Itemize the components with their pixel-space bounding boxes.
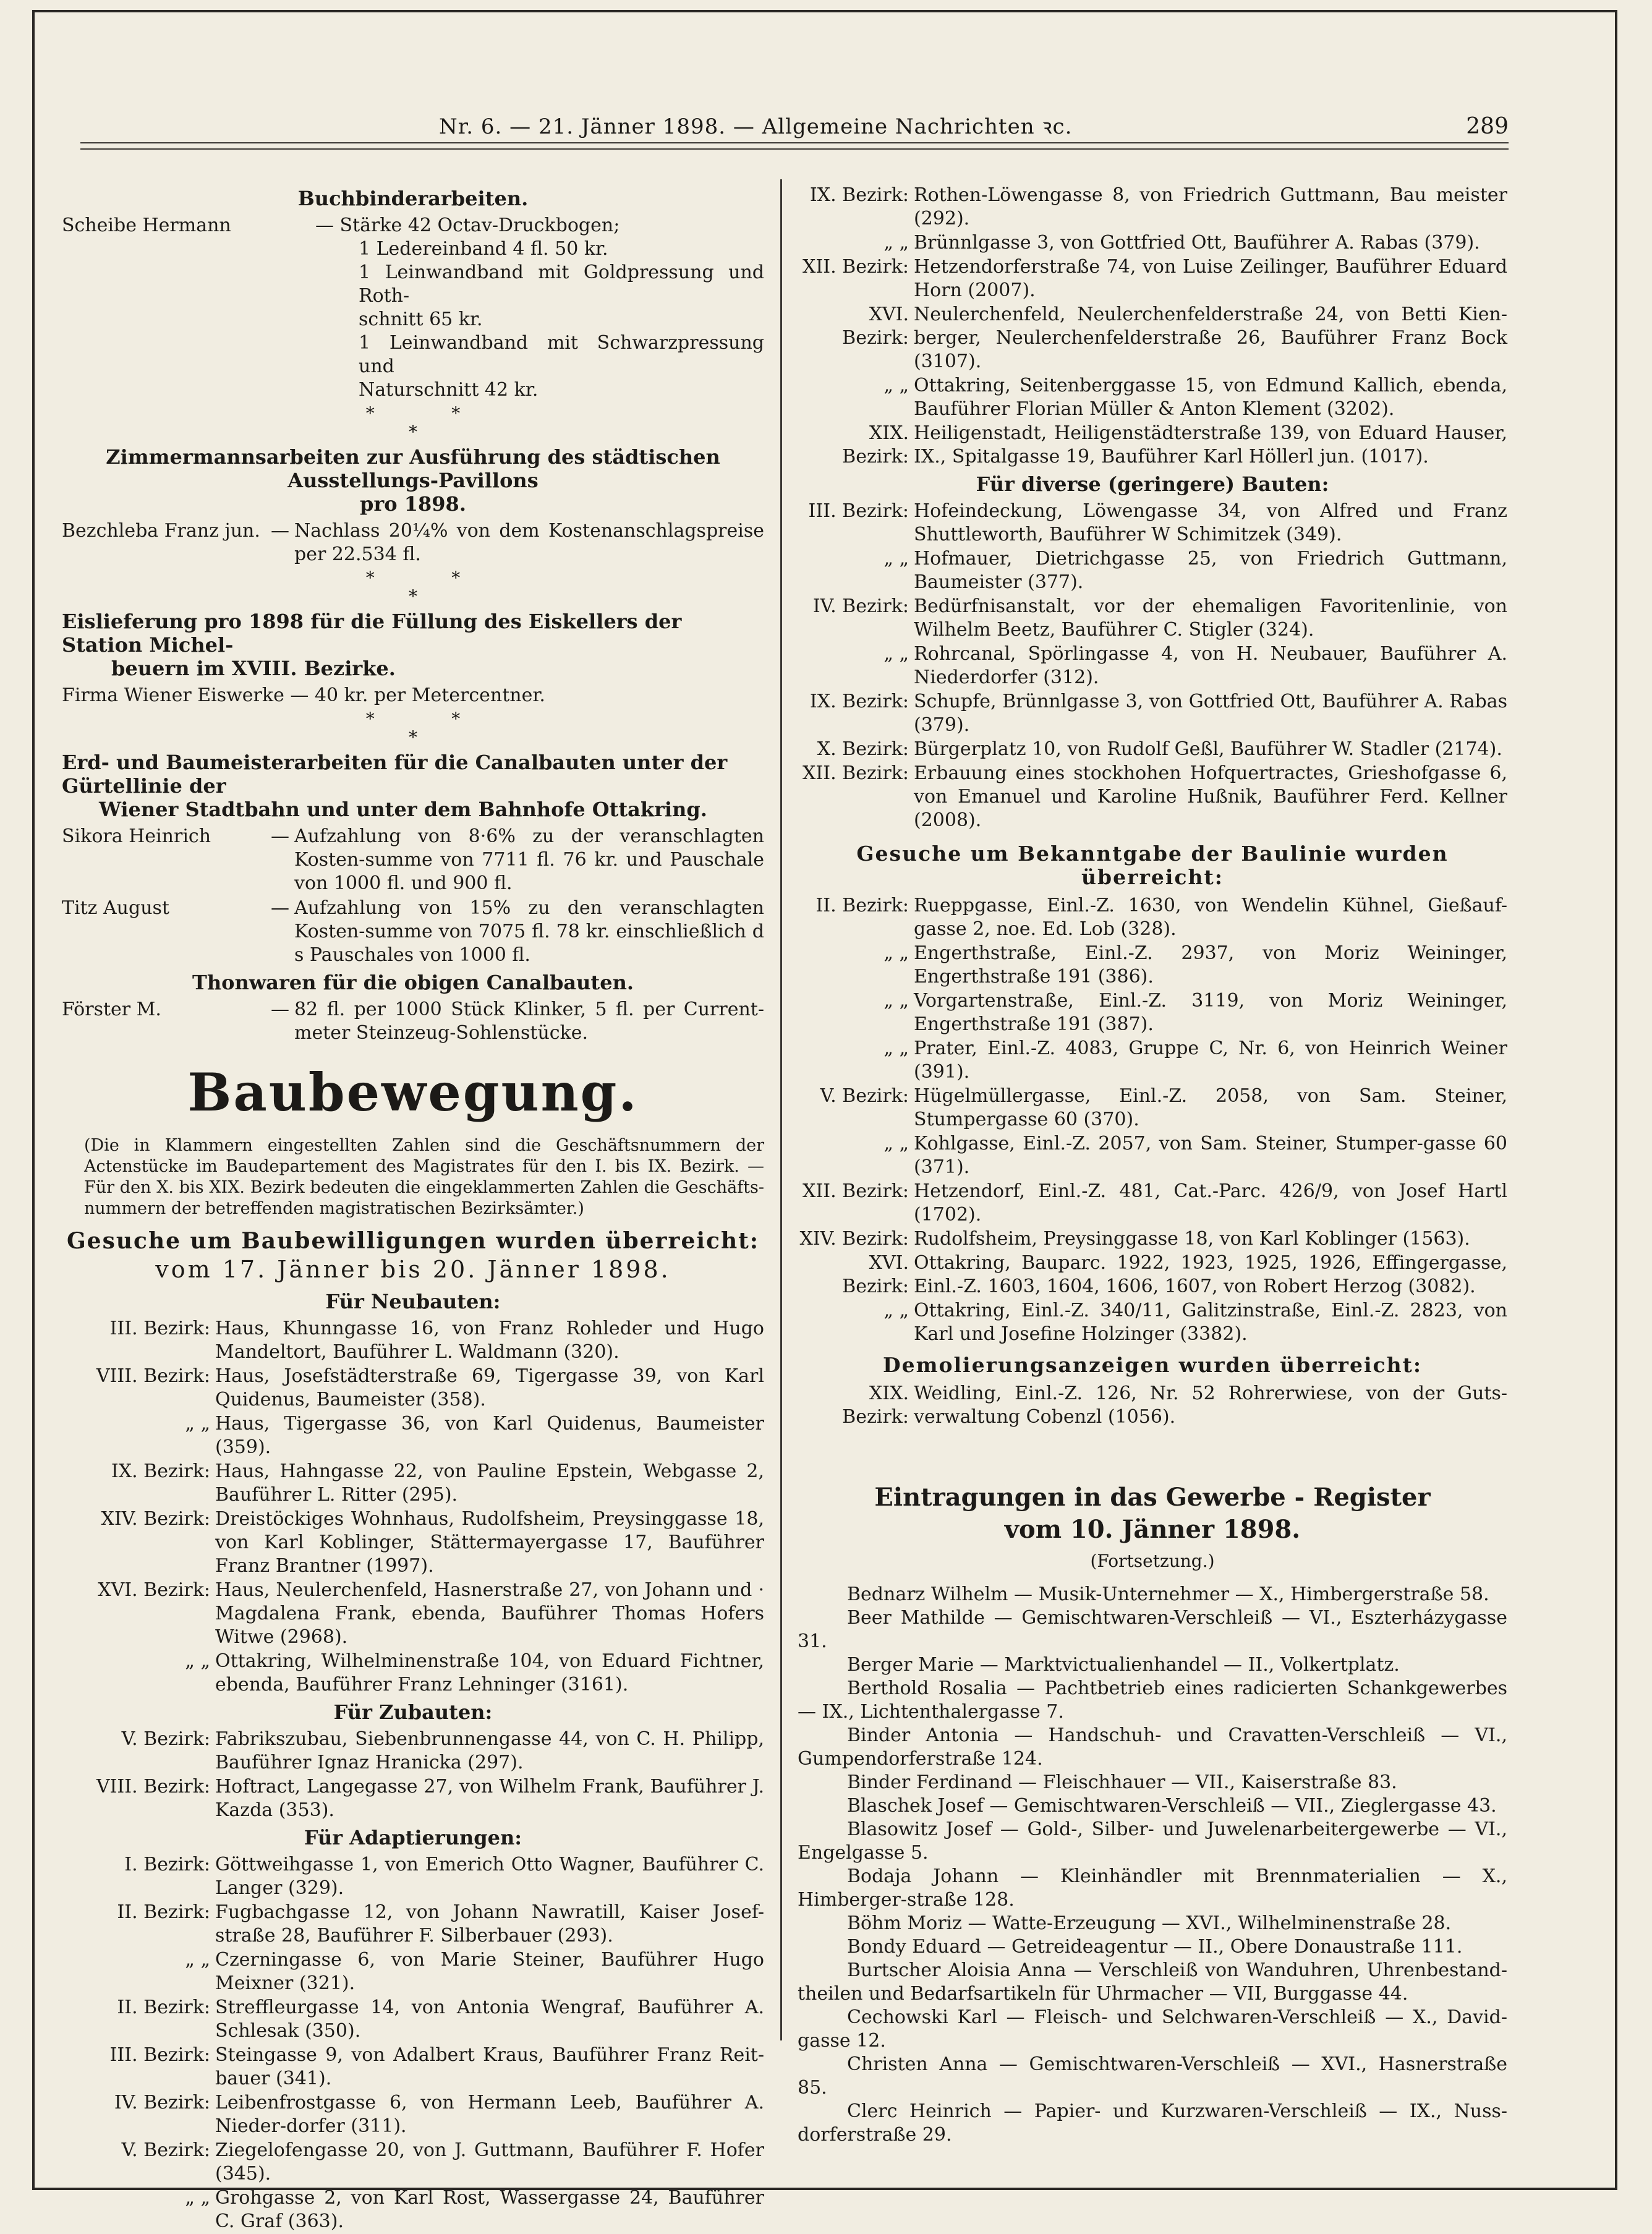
bezirk-text: Hetzendorferstraße 74, von Luise Zeilinger, Bauführer Eduard Horn (2007).: [914, 256, 1507, 301]
register-entry: Binder Antonia — Handschuh- und Cravatten-Verschleiß — VI., Gumpendorferstraße 124.: [798, 1725, 1507, 1770]
heading-line: Wiener Stadtbahn und unter dem Bahnhofe Ottakring.: [99, 798, 707, 821]
bezirk-label: XIV. Bezirk:: [101, 1508, 210, 1530]
bezirk-label: „ „: [883, 375, 909, 396]
bezirk-label: XII. Bezirk:: [803, 762, 909, 784]
entry-buchbinder: [62, 214, 764, 402]
demolierung-banner: Demolierungsanzeigen wurden überreicht:: [882, 1353, 1423, 1377]
baulinie-list: [798, 894, 1507, 1346]
bezirk-text: Dreistöckiges Wohnhaus, Rudolfsheim, Preysinggasse 18, von Karl Koblinger, Stättermayergasse 17, Bauführer Franz Brantner (1997).: [215, 1508, 764, 1577]
bezirk-entry: [62, 1650, 764, 1697]
bezirk-label: „ „: [883, 548, 909, 569]
bezirk-label: IX. Bezirk:: [809, 184, 909, 206]
bezirk-text: Neulerchenfeld, Neulerchenfelderstraße 24, von Betti Kien-berger, Neulerchenfelderstraße 26, Bauführer Franz Bock (3107).: [914, 304, 1507, 372]
entry-name: Scheibe Hermann: [62, 215, 231, 236]
separator-stars: * * *: [365, 709, 461, 748]
bezirk-text: Ottakring, Seitenberggasse 15, von Edmund Kallich, ebenda, Bauführer Florian Müller & Anton Klement (3202).: [914, 375, 1507, 420]
bezirk-text: Ziegelofengasse 20, von J. Guttmann, Bauführer F. Hofer (345).: [215, 2139, 764, 2185]
adaptierungen-continued-list: [798, 184, 1507, 469]
entry-text: 82 fl. per 1000 Stück Klinker, 5 fl. per Current-meter Steinzeug-Sohlenstücke.: [294, 999, 764, 1044]
neubauten-list: [62, 1317, 764, 1697]
bezirk-label: „ „: [883, 1300, 909, 1321]
register-entry: Cechowski Karl — Fleisch- und Selchwaren-Verschleiß — X., David-gasse 12.: [798, 2006, 1507, 2052]
bezirk-text: Hofmauer, Dietrichgasse 25, von Friedrich Guttmann, Baumeister (377).: [914, 548, 1507, 593]
bezirk-text: Prater, Einl.-Z. 4083, Gruppe C, Nr. 6, von Heinrich Weiner (391).: [914, 1038, 1507, 1083]
entry-erd-1: Sikora Heinrich — Aufzahlung von 8·6% zu der veranschlagten Kosten-summe von 7711 fl. 76 kr. und Pauschale von 1000 fl. und 900 fl.: [62, 825, 764, 894]
bezirk-text: Haus, Khunngasse 16, von Franz Rohleder und Hugo Mandeltort, Bauführer L. Waldmann (320).: [215, 1318, 764, 1363]
heading-line: Zimmermannsarbeiten zur Ausführung des städtischen Ausstellungs-Pavillons: [106, 445, 720, 492]
entry-line: Naturschnitt 42 kr.: [359, 379, 539, 401]
bezirk-label: „ „: [185, 1413, 210, 1435]
bezirk-text: Streffleurgasse 14, von Antonia Wengraf, Bauführer A. Schlesak (350).: [215, 1997, 764, 2042]
demolierung-list: [798, 1382, 1507, 1429]
bezirk-entry: [798, 547, 1507, 594]
entry-eis: Firma Wiener Eiswerke — 40 kr. per Metercentner.: [62, 684, 545, 706]
bezirk-text: Haus, Josefstädterstraße 69, Tigergasse 39, von Karl Quidenus, Baumeister (358).: [215, 1365, 764, 1410]
bezirk-entry: [798, 595, 1507, 642]
bezirk-entry: [62, 2139, 764, 2186]
entry-thon: Förster M. — 82 fl. per 1000 Stück Klinker, 5 fl. per Current-meter Steinzeug-Sohlenstücke.: [62, 999, 764, 1044]
bezirk-entry: [798, 1382, 1507, 1429]
heading-line: Eislieferung pro 1898 für die Füllung des Eiskellers der Station Michel-: [62, 610, 682, 657]
bezirk-entry: [798, 1132, 1507, 1179]
bezirk-label: II. Bezirk:: [117, 1997, 210, 2018]
bezirk-label: XVI. Bezirk:: [98, 1579, 210, 1601]
bezirk-entry: [798, 303, 1507, 373]
bezirk-entry: [798, 255, 1507, 302]
bezirk-text: Rudolfsheim, Preysinggasse 18, von Karl Koblinger (1563).: [914, 1228, 1470, 1250]
heading-line: beuern im XVIII. Bezirke.: [111, 657, 396, 680]
heading-line: pro 1898.: [360, 492, 466, 516]
bezirk-text: Heiligenstadt, Heiligenstädterstraße 139, von Eduard Hauser, IX., Spitalgasse 19, Bauführer Karl Höllerl jun. (1017).: [914, 422, 1507, 467]
bezirk-entry: [62, 1579, 764, 1649]
bezirk-label: IV. Bezirk:: [114, 2092, 210, 2113]
register-entry: Clerc Heinrich — Papier- und Kurzwaren-Verschleiß — IX., Nuss-dorferstraße 29.: [798, 2100, 1507, 2146]
register-entry: Burtscher Aloisia Anna — Verschleiß von Wanduhren, Uhrenbestand-theilen und Bedarfsartikeln für Uhrmacher — VII, Burggasse 44.: [798, 1959, 1507, 2005]
entry-name: Förster M.: [62, 999, 161, 1020]
bezirk-label: XVI. Bezirk:: [842, 304, 909, 349]
bezirk-text: Hofeindeckung, Löwengasse 34, von Alfred und Franz Shuttleworth, Bauführer W Schimitzek (349).: [914, 500, 1507, 545]
bezirk-entry: [798, 184, 1507, 231]
bezirk-entry: [62, 1728, 764, 1775]
entry-erd-2: Titz August — Aufzahlung von 15% zu den veranschlagten Kosten-summe von 7075 fl. 78 kr. einschließlich d s Pauschales von 1000 fl.: [62, 897, 764, 966]
register-entry: Bodaja Johann — Kleinhändler mit Brennmaterialien — X., Himberger-straße 128.: [798, 1865, 1507, 1911]
bezirk-label: „ „: [185, 1949, 210, 1971]
register-entry: Blasowitz Josef — Gold-, Silber- und Juwelenarbeitergewerbe — VI., Engelgasse 5.: [798, 1818, 1507, 1864]
bezirk-entry: [62, 2044, 764, 2091]
register-entry: Berger Marie — Marktvictualienhandel — II., Volkertplatz.: [847, 1654, 1400, 1676]
bezirk-label: VIII. Bezirk:: [96, 1365, 210, 1387]
bezirk-text: Bedürfnisanstalt, vor der ehemaligen Favoritenlinie, von Wilhelm Beetz, Bauführer C. Stigler (324).: [914, 595, 1507, 641]
bezirk-text: Leibenfrostgasse 6, von Hermann Leeb, Bauführer A. Nieder-dorfer (311).: [215, 2092, 764, 2137]
bezirk-label: IV. Bezirk:: [812, 595, 909, 617]
adaptierungen-list: [62, 1853, 764, 2233]
register-entry: Blaschek Josef — Gemischtwaren-Verschleiß — VII., Zieglergasse 43.: [847, 1795, 1497, 1817]
bezirk-text: Ottakring, Einl.-Z. 340/11, Galitzinstraße, Einl.-Z. 2823, von Karl und Josefine Holzinger (3382).: [914, 1300, 1507, 1345]
bezirk-text: Hoftract, Langegasse 27, von Wilhelm Frank, Bauführer J. Kazda (353).: [215, 1776, 764, 1821]
separator-stars: * * *: [365, 403, 461, 442]
bezirk-label: „ „: [883, 643, 909, 665]
bezirk-entry: [798, 894, 1507, 941]
bezirk-entry: [62, 1412, 764, 1459]
bezirk-label: „ „: [883, 1038, 909, 1059]
entry-name: Bezchleba Franz jun.: [62, 520, 260, 542]
bezirk-label: XII. Bezirk:: [803, 256, 909, 278]
bezirk-entry: [62, 1460, 764, 1507]
bezirk-text: Schupfe, Brünnlgasse 3, von Gottfried Ott, Bauführer A. Rabas (379).: [914, 691, 1507, 736]
bezirk-text: Grohgasse 2, von Karl Rost, Wassergasse 24, Bauführer C. Graf (363).: [215, 2187, 764, 2232]
page-header: [80, 111, 1509, 140]
title-line: Eintragungen in das Gewerbe - Register: [874, 1483, 1431, 1512]
entry-line: 1 Ledereinband 4 fl. 50 kr.: [359, 238, 608, 260]
section-heading-erd: [62, 751, 764, 821]
bezirk-label: III. Bezirk:: [109, 1318, 210, 1339]
bezirk-entry: [798, 1251, 1507, 1298]
bezirk-text: Rothen-Löwengasse 8, von Friedrich Guttmann, Bau meister (292).: [914, 184, 1507, 229]
bezirk-entry: [62, 1365, 764, 1412]
section-heading-buchbinder: Buchbinderarbeiten.: [297, 187, 529, 210]
title-line: vom 10. Jänner 1898.: [1004, 1515, 1301, 1544]
bezirk-text: Bürgerplatz 10, von Rudolf Geßl, Bauführer W. Stadler (2174).: [914, 738, 1502, 760]
entry-line: 1 Leinwandband mit Schwarzpressung und: [359, 332, 764, 377]
bezirk-text: Steingasse 9, von Adalbert Kraus, Bauführer Franz Reit-bauer (341).: [215, 2044, 764, 2089]
bezirk-text: Haus, Hahngasse 22, von Pauline Epstein, Webgasse 2, Bauführer L. Ritter (295).: [215, 1460, 764, 1506]
entry-line: — Stärke 42 Octav-Druckbogen;: [315, 215, 620, 236]
bezirk-entry: [798, 422, 1507, 469]
entry-text: Aufzahlung von 8·6% zu der veranschlagten Kosten-summe von 7711 fl. 76 kr. und Pauschale von 1000 fl. und 900 fl.: [294, 825, 764, 894]
bezirk-label: XIX. Bezirk:: [842, 422, 909, 467]
register-entry: Bednarz Wilhelm — Musik-Unternehmer — X., Himbergerstraße 58.: [847, 1584, 1489, 1605]
bezirk-text: Haus, Tigergasse 36, von Karl Quidenus, Baumeister (359).: [215, 1413, 764, 1458]
bezirk-text: Haus, Neulerchenfeld, Hasnerstraße 27, von Johann und · Magdalena Frank, ebenda, Bauführer Thomas Hofers Witwe (2968).: [215, 1579, 764, 1648]
bezirk-text: Weidling, Einl.-Z. 126, Nr. 52 Rohrerwiese, von der Guts-verwaltung Cobenzl (1056).: [914, 1383, 1507, 1428]
bezirk-entry: [62, 2091, 764, 2138]
entry-text: Aufzahlung von 15% zu den veranschlagten Kosten-summe von 7075 fl. 78 kr. einschließlich d s Pauschales von 1000 fl.: [294, 897, 764, 966]
page-number: 289: [1466, 114, 1509, 139]
date-range: vom 17. Jänner bis 20. Jänner 1898.: [155, 1256, 671, 1283]
bezirk-text: Kohlgasse, Einl.-Z. 2057, von Sam. Steiner, Stumper-gasse 60 (371).: [914, 1133, 1507, 1178]
bezirk-label: V. Bezirk:: [820, 1085, 909, 1107]
bezirk-entry: [798, 642, 1507, 689]
bezirk-label: II. Bezirk:: [117, 1901, 210, 1923]
diverse-list: [798, 500, 1507, 832]
entry-text: Nachlass 20¼% von dem Kostenanschlagspreise per 22.534 fl.: [294, 520, 764, 565]
gewerbe-register-title: [798, 1482, 1507, 1546]
bezirk-entry: [798, 989, 1507, 1036]
bezirk-text: Brünnlgasse 3, von Gottfried Ott, Bauführer A. Rabas (379).: [914, 232, 1480, 254]
entry-name: Titz August: [62, 897, 169, 919]
gewerbe-list: [798, 1583, 1507, 2147]
bezirk-label: „ „: [185, 1650, 210, 1672]
bezirk-label: XII. Bezirk:: [803, 1180, 909, 1202]
bezirk-text: Ottakring, Wilhelminenstraße 104, von Eduard Fichtner, ebenda, Bauführer Franz Lehninger (3161).: [215, 1650, 764, 1695]
section-heading-neubauten: Für Neubauten:: [325, 1290, 501, 1313]
separator-stars: * * *: [365, 568, 461, 607]
register-entry: Binder Ferdinand — Fleischhauer — VII., Kaiserstraße 83.: [847, 1771, 1397, 1793]
right-column: [798, 183, 1507, 2147]
bezirk-text: Ottakring, Bauparc. 1922, 1923, 1925, 1926, Effingergasse, Einl.-Z. 1603, 1604, 1606, 1607, von Robert Herzog (3082).: [914, 1252, 1507, 1297]
bezirk-label: „ „: [185, 2187, 210, 2209]
register-entry: Böhm Moriz — Watte-Erzeugung — XVI., Wilhelminenstraße 28.: [847, 1912, 1452, 1934]
bezirk-label: III. Bezirk:: [808, 500, 909, 522]
header-rule: [80, 142, 1509, 150]
column-divider: [780, 179, 782, 2040]
bezirk-label: XVI. Bezirk:: [842, 1252, 909, 1297]
section-heading-diverse: Für diverse (geringere) Bauten:: [976, 472, 1329, 496]
bezirk-entry: [798, 1299, 1507, 1346]
entry-name: Sikora Heinrich: [62, 825, 211, 847]
bezirk-entry: [798, 762, 1507, 832]
bezirk-text: Hügelmüllergasse, Einl.-Z. 2058, von Sam. Steiner, Stumpergasse 60 (370).: [914, 1085, 1507, 1130]
bezirk-entry: [798, 942, 1507, 989]
section-heading-zubauten: Für Zubauten:: [333, 1700, 493, 1724]
bezirk-entry: [62, 2186, 764, 2233]
section-heading-thon: Thonwaren für die obigen Canalbauten.: [192, 971, 634, 994]
bezirk-label: II. Bezirk:: [815, 895, 909, 916]
bezirk-text: Erbauung eines stockhohen Hofquertractes, Grieshofgasse 6, von Emanuel und Karoline Hußnik, Bauführer Ferd. Kellner (2008).: [914, 762, 1507, 831]
register-entry: Beer Mathilde — Gemischtwaren-Verschleiß — VI., Eszterházygasse 31.: [798, 1607, 1507, 1652]
bezirk-text: Rohrcanal, Spörlingasse 4, von H. Neubauer, Bauführer A. Niederdorfer (312).: [914, 643, 1507, 688]
heading-line: Erd- und Baumeisterarbeiten für die Canalbauten unter der Gürtellinie der: [62, 751, 728, 798]
left-column: [62, 183, 764, 2234]
bezirk-label: „ „: [883, 1133, 909, 1154]
bezirk-entry: [798, 231, 1507, 255]
bezirk-entry: [62, 1317, 764, 1364]
bezirk-label: XIX. Bezirk:: [842, 1383, 909, 1428]
zubauten-list: [62, 1728, 764, 1822]
baubewegung-note: (Die in Klammern eingestellten Zahlen sind die Geschäftsnummern der Actenstücke im Baudepartement des Magistrates für den I. bis IX. Bezirk. — Für den X. bis XIX. Bezirk bedeuten die eingeklammerten Zahlen die Geschäfts-nummern der betreffenden magistratischen Bezirksämter.): [84, 1136, 764, 1218]
gewerbe-subtitle: (Fortsetzung.): [1090, 1551, 1215, 1571]
bezirk-entry: [798, 690, 1507, 737]
bezirk-entry: [798, 374, 1507, 421]
bezirk-entry: [798, 1227, 1507, 1251]
section-heading-adaptierungen: Für Adaptierungen:: [304, 1826, 522, 1849]
bezirk-entry: [798, 1180, 1507, 1227]
bezirk-text: Fabrikszubau, Siebenbrunnengasse 44, von C. H. Philipp, Bauführer Ignaz Hranicka (297).: [215, 1728, 764, 1773]
baulinie-banner: Gesuche um Bekanntgabe der Baulinie wurden überreicht:: [856, 842, 1449, 889]
bezirk-entry: [798, 1085, 1507, 1132]
bezirk-label: IX. Bezirk:: [111, 1460, 210, 1482]
section-heading-zimmermann: [62, 445, 764, 516]
register-entry: Berthold Rosalia — Pachtbetrieb eines radicierten Schankgewerbes — IX., Lichtenthalergasse 7.: [798, 1678, 1507, 1723]
bezirk-entry: [62, 1948, 764, 1995]
bezirk-entry: [62, 1996, 764, 2043]
entry-zimmermann: Bezchleba Franz jun. — Nachlass 20¼% von dem Kostenanschlagspreise per 22.534 fl.: [62, 520, 764, 565]
bezirk-label: „ „: [883, 232, 909, 254]
entry-line: schnitt 65 kr.: [359, 309, 483, 330]
bezirk-text: Fugbachgasse 12, von Johann Nawratill, Kaiser Josef-straße 28, Bauführer F. Silberbauer (293).: [215, 1901, 764, 1946]
bezirk-entry: [62, 1775, 764, 1822]
bezirk-text: Rueppgasse, Einl.-Z. 1630, von Wendelin Kühnel, Gießauf-gasse 2, noe. Ed. Lob (328).: [914, 895, 1507, 940]
baubewilligung-banner: Gesuche um Baubewilligungen wurden überreicht:: [66, 1228, 760, 1254]
bezirk-text: Hetzendorf, Einl.-Z. 481, Cat.-Parc. 426/9, von Josef Hartl (1702).: [914, 1180, 1507, 1226]
register-entry: Bondy Eduard — Getreideagentur — II., Obere Donaustraße 111.: [847, 1936, 1463, 1958]
bezirk-label: XIV. Bezirk:: [799, 1228, 909, 1250]
bezirk-label: V. Bezirk:: [121, 1728, 210, 1750]
bezirk-label: I. Bezirk:: [124, 1854, 210, 1875]
register-entry: Christen Anna — Gemischtwaren-Verschleiß — XVI., Hasnerstraße 85.: [798, 2053, 1507, 2099]
bezirk-label: „ „: [883, 990, 909, 1012]
bezirk-text: Vorgartenstraße, Einl.-Z. 3119, von Moriz Weininger, Engerthstraße 191 (387).: [914, 990, 1507, 1035]
entry-line: 1 Leinwandband mit Goldpressung und Roth-: [359, 262, 764, 307]
bezirk-entry: [798, 1037, 1507, 1084]
bezirk-entry: [62, 1901, 764, 1948]
bezirk-label: „ „: [883, 942, 909, 964]
bezirk-entry: [62, 1853, 764, 1900]
bezirk-entry: [62, 1507, 764, 1578]
bezirk-text: Engerthstraße, Einl.-Z. 2937, von Moriz Weininger, Engerthstraße 191 (386).: [914, 942, 1507, 987]
baubewegung-title: Baubewegung.: [187, 1062, 639, 1123]
bezirk-entry: [798, 500, 1507, 547]
bezirk-entry: [798, 738, 1507, 761]
bezirk-label: V. Bezirk:: [121, 2139, 210, 2161]
bezirk-label: IX. Bezirk:: [809, 691, 909, 712]
bezirk-label: X. Bezirk:: [817, 738, 909, 760]
section-heading-eis: [62, 610, 764, 680]
bezirk-text: Czerningasse 6, von Marie Steiner, Bauführer Hugo Meixner (321).: [215, 1949, 764, 1994]
bezirk-label: III. Bezirk:: [109, 2044, 210, 2066]
bezirk-text: Göttweihgasse 1, von Emerich Otto Wagner, Bauführer C. Langer (329).: [215, 1854, 764, 1899]
bezirk-label: VIII. Bezirk:: [96, 1776, 210, 1797]
running-head: Nr. 6. — 21. Jänner 1898. — Allgemeine Nachrichten ꝛc.: [439, 114, 1073, 139]
